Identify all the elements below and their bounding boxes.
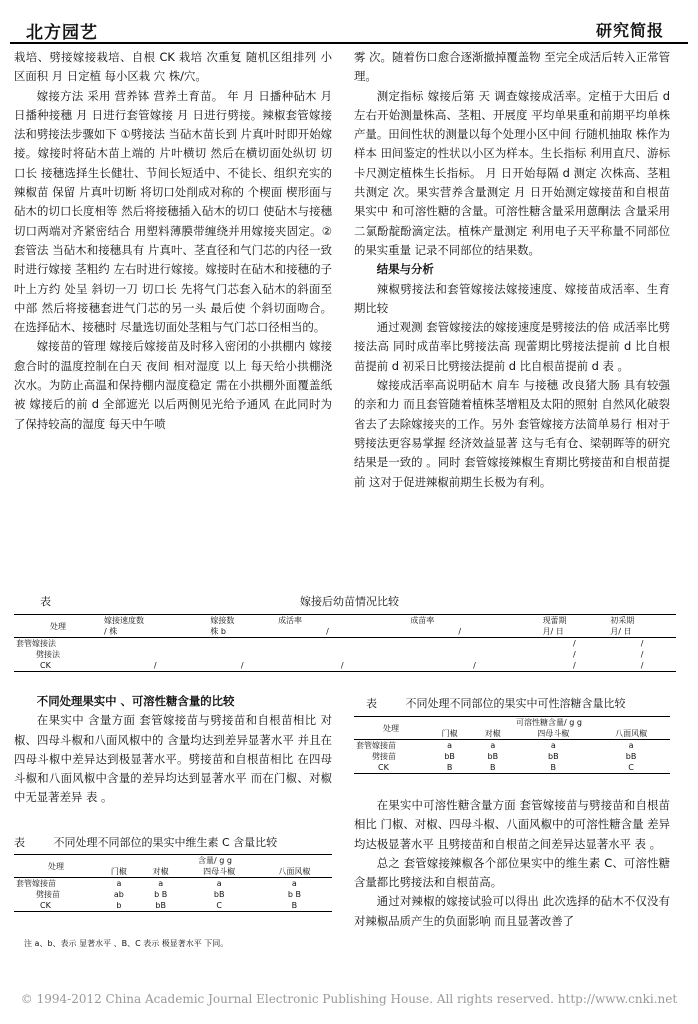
right-column [354,48,670,492]
table-cell [208,638,276,650]
table-header: 门椒 [98,866,140,878]
table-header: 门椒 [428,728,471,740]
table-cell: 套管嫁接苗 [16,879,56,888]
table-cell: bB [140,900,182,912]
left-column [14,48,332,434]
paragraph: 嫁接成活率高说明砧木 肩车 与接穗 改良猪大肠 具有较强的亲和力 而且套管随着植株茎增粗及太阳的照射 自然风化破裂 省去了去除嫁接夹的工作。另外 套管嫁接方法简单易行 相对于劈接法更容易掌握 经济效益显著 这与毛有仓、梁朝晖等的研究结果是一致的 。同时 套管嫁接辣椒生育期比劈接苗和自根苗提前 这对于促进辣椒前期生长极为有利。 [354,378,670,489]
table-cell: 劈接法 [36,650,60,659]
table-cell: 套管嫁接苗 [356,741,396,750]
table-header: 成活率 [276,615,408,627]
table-cell: / [408,660,540,672]
table-cell: B [428,762,471,774]
table-cell: a [447,741,453,750]
lower-right-text [354,796,670,931]
journal-title: 北方园艺 [26,23,98,43]
table-title: 嫁接后幼苗情况比较 [300,595,399,608]
table-header: 成苗率 [408,615,540,627]
table-cell: B [471,762,514,774]
table-row [354,740,670,752]
table-cell: a [116,879,122,888]
table-cell: / [573,650,576,659]
table-cell: CK [14,660,102,672]
table-header-unit: 月/ 日 [541,626,609,638]
table-cell: a [158,879,164,888]
table-cell: C [182,900,257,912]
table-cell [102,638,208,650]
table-cell: / [608,660,676,672]
table-note: 注 a、b、表示 显著水平 、B、C 表示 极显著水平 下同。 [24,939,229,948]
table-cell: a [550,741,556,750]
paragraph: 在果实中可溶性糖含量方面 套管嫁接苗与劈接苗和自根苗相比 门椒、对椒、四母斗椒、八面风椒中的可溶性糖含量 差异均达极显著水平 且劈接苗和自根苗之间差异达显著水平 表 。 [354,798,670,851]
table-row [14,878,332,890]
table-header: 初采期 [608,615,676,627]
table-header: 对椒 [471,728,514,740]
table-cell: b [98,900,140,912]
table-cell: / [102,660,208,672]
table-header-unit: 月/ 日 [608,626,676,638]
table-row [14,638,676,650]
table-cell: 劈接苗 [36,890,60,899]
section-heading: 结果与分析 [376,262,434,277]
table-cell: / [541,660,609,672]
table-cell: / [208,660,276,672]
table-header: 含量/ g g [98,855,332,867]
table-header: 处理 [14,855,98,878]
table-row [14,660,676,672]
table-cell: / [573,639,576,648]
table2-caption [366,696,676,712]
header-rule [10,42,688,44]
table-row [14,900,332,912]
table-cell [276,649,408,660]
table-title: 不同处理不同部位的果实中可性溶糖含量比较 [405,697,626,710]
table-cell: / [640,639,644,648]
table2 [354,716,670,774]
table-cell: / [276,660,408,672]
table-cell: B [514,762,592,774]
table-header: 八面风椒 [257,866,332,878]
paragraph: 雾 次。随着伤口愈合逐渐撤掉覆盖物 至完全成活后转入正常管理。 [354,50,670,84]
table-cell: a [291,879,297,888]
lower-left-text [14,692,332,808]
table-header: 嫁接速度数 [102,615,208,627]
table-header: 处理 [14,615,102,638]
paragraph: 嫁接苗的管理 嫁接后嫁接苗及时移入密闭的小拱棚内 嫁接愈合时的温度控制在白天 夜间 相对湿度 以上 每天给小拱棚浇 次水。为防止高温和保持棚内湿度稳定 需在小拱棚外面覆盖纸被 嫁接后的前 d 全部遮光 以后两侧见光给予通风 在此同时为了保持较高的湿度 每天中午喷 [14,339,332,431]
table-title: 不同处理不同部位的果实中维生素 C 含量比较 [53,836,278,849]
table-header-unit: / 株 [102,626,208,638]
table-cell [102,649,208,660]
table-header: 现蕾期 [541,615,609,627]
copyright-footer: © 1994-2012 China Academic Journal Electronic Publishing House. All rights reserved. http://www.cnki.net [20,992,678,1006]
table-cell [408,649,540,660]
page-header [26,18,664,42]
table-cell: a [628,741,634,750]
section-title: 研究简报 [595,21,664,40]
subsection-heading: 不同处理果实中 、可溶性糖含量的比较 [36,694,235,708]
table-header: 嫁接数 [208,615,276,627]
table-header: 四母斗椒 [514,728,592,740]
table1 [14,614,676,672]
table-row [354,762,670,774]
table-cell [408,638,540,650]
table-cell: CK [14,900,98,912]
table-cell: ab [113,890,124,899]
table-cell: C [592,762,670,774]
paragraph: 栽培、劈接嫁接栽培、自根 CK 栽培 次重复 随机区组排列 小区面积 月 日定植 每小区栽 穴 株/穴。 [14,50,332,84]
paragraph: 通过对辣椒的嫁接试验可以得出 此次选择的砧木不仅没有对辣椒品质产生的负面影响 而且显著改善了 [354,894,670,928]
table-cell: B [257,900,332,912]
table-cell: a [216,879,222,888]
subsection-heading: 辣椒劈接法和套管嫁接法嫁接速度、嫁接苗成活率、生育期比较 [354,281,670,315]
paragraph: 总之 套管嫁接辣椒各个部位果实中的维生素 C、可溶性糖含量都比劈接法和自根苗高。 [354,855,670,890]
table-header: 八面风椒 [592,728,670,740]
table-row [354,751,670,762]
table1-caption [40,594,660,610]
table3 [14,854,332,912]
paragraph: 通过观测 套管嫁接法的嫁接速度是劈接法的倍 成活率比劈接法高 同时成苗率比劈接法高 现蕾期比劈接法提前 d 比自根苗提前 d 初采日比劈接法提前 d 比自根苗提前 d 表 。 [354,320,670,373]
table-cell: 套管嫁接法 [16,639,56,648]
table-cell: bB [213,890,225,899]
table3-caption [14,835,332,851]
table-header: 四母斗椒 [182,866,257,878]
paragraph: 嫁接方法 采用 营养钵 营养土育苗。 年 月 日播种砧木 月 日播种接穗 月 日进行套管嫁接 月 日进行劈接。辣椒套管嫁接法和劈接法步骤如下 ①劈接法 当砧木苗长到 片真叶时即开始嫁接。嫁接时将砧木苗上端的 片叶横切 然后在横切面处纵切 切口长 接穗选择生长健壮、节间长短适中、不徒长、组织充实的辣椒苗 保留 片真叶切断 将切口处削成对称的 个楔面 楔形面与砧木的切口长度相等 然后将接穗插入砧木的切口 使砧木与接穗切口两端对齐紧密结合 用塑料薄膜带缠绕并用嫁接夹固定。②套管法 当砧木和接穗具有 片真叶、茎直径和气门芯的内径一致时进行嫁接 茎粗约 左右时进行嫁接。嫁接时在砧木和接穗的子叶上方约 处呈 斜切一刀 切口长 先将气门芯套入砧木的斜面至中部 然后将接穗套进气门芯的另一头 最后使 个斜切面吻合。在选择砧木、接穗时 尽量选切面处茎粗与气门芯口径相当的。 [14,88,332,335]
table-row [14,649,676,660]
table-cell: / [640,650,644,659]
paragraph: 在果实中 含量方面 套管嫁接苗与劈接苗和自根苗相比 对椒、四母斗椒和八面风椒中的 含量均达到差异显著水平 并且在四母斗椒中差异达到极显著水平。劈接苗和自根苗相比 在四母斗椒和八面风椒中含量的差异均达到显著水平 而在门椒、对椒中无显著差异 表 。 [14,713,332,805]
table-label: 表 [366,697,377,710]
table-cell: bB [487,752,499,761]
table-cell [208,649,276,660]
table-cell: bB [548,752,559,761]
table-header-unit: / [408,626,540,638]
table-header: 对椒 [140,866,182,878]
table-label: 表 [40,595,51,608]
table-cell: bB [625,752,637,761]
table-cell: b B [154,890,168,899]
table-header: 处理 [354,717,428,740]
table-header: 可溶性糖含量/ g g [428,717,670,729]
table-cell: a [490,741,496,750]
table-cell: CK [354,762,428,774]
table-header-unit: / [276,626,408,638]
table-cell [276,638,408,650]
paragraph: 测定指标 嫁接后第 天 调查嫁接成活率。定植于大田后 d 左右开始测量株高、茎粗、开展度 平均单果重和前期平均单株产量。田间性状的测量以每个处理小区中间 行随机抽取 株作为样本 田间鉴定的性状以小区为样本。生长指标 利用直尺、游标卡尺测定植株生长指标。 月 日开始每隔 d 测定 次株高、茎粗 共测定 次。果实营养含量测定 月 日开始测定嫁接苗和自根苗果实中 和可溶性糖的含量。可溶性糖含量采用蒽酮法 含量采用 二氯酚靛酚滴定法。植株产量测定 利用电子天平称量不同部位的果实重量 记录不同部位的结果数。 [354,88,670,257]
table-label: 表 [14,836,25,849]
table-header-unit: 株 b [208,626,276,638]
table-cell: 劈接苗 [372,752,396,761]
table-cell: b B [287,890,301,899]
table-row [14,889,332,900]
table-cell: bB [444,752,455,761]
